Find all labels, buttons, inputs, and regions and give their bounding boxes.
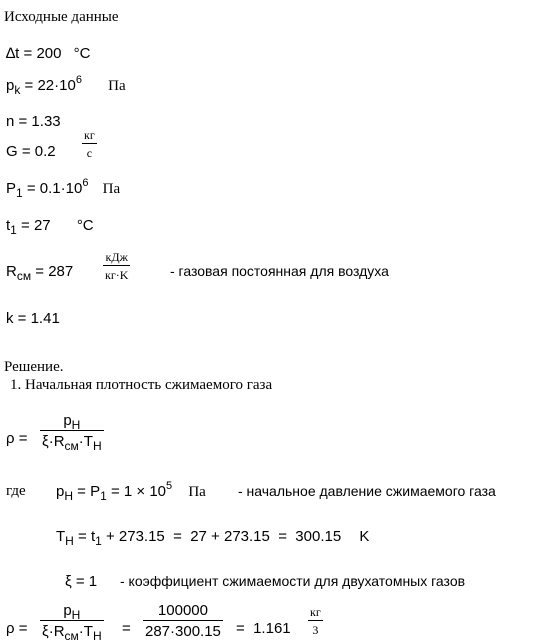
delta-t-value: = 200 xyxy=(19,45,62,62)
rcm-value: = 287 xyxy=(31,263,74,280)
xi-comment: - коэффициент сжимаемости для двухатомных газов xyxy=(120,573,466,589)
th-equation: + 273.15 = 27 + 273.15 = 300.15 xyxy=(101,528,342,545)
delta-t-symbol: ∆t xyxy=(6,45,20,62)
rho-calc-result: = 1.161 xyxy=(236,620,291,637)
rho-calc-lhs: ρ = xyxy=(6,620,28,637)
rho-calc-symbolic-fraction xyxy=(40,602,104,643)
p1-subscript: 1 xyxy=(16,186,23,200)
n-line: n = 1.33 xyxy=(6,113,61,130)
fraction-bar xyxy=(143,620,223,621)
solution-label: Решение. xyxy=(4,359,64,375)
ph-equation: = P xyxy=(73,483,101,500)
t1-unit: °C xyxy=(76,217,94,234)
rho-den-part: ·T xyxy=(78,433,93,450)
fraction-bar xyxy=(103,265,130,266)
rho-calc-num-subscript: H xyxy=(71,608,81,622)
rho-calc-unit-denominator: 3 xyxy=(312,623,319,637)
rho-calc-num-symbol: p xyxy=(63,602,72,619)
pk-symbol: p xyxy=(6,77,15,94)
rcm-subscript: см xyxy=(16,269,32,283)
t1-subscript: 1 xyxy=(10,223,17,237)
pk-exponent: 6 xyxy=(75,74,82,86)
pk-unit: Па xyxy=(108,78,126,94)
g-unit-numerator: кг xyxy=(84,128,95,142)
rcm-unit-numerator: кДж xyxy=(105,250,128,264)
rho-num-subscript: H xyxy=(71,418,81,432)
rho-calc-den-subscript: H xyxy=(92,629,102,643)
ph-exponent: 5 xyxy=(166,480,173,492)
g-line: G = 0.2 xyxy=(6,143,56,160)
ph-comment: - начальное давление сжимаемого газа xyxy=(238,483,496,499)
rho-den-part: ξ·R xyxy=(42,433,65,450)
p1-unit: Па xyxy=(102,181,121,197)
rho-calc-den-part: ξ·R xyxy=(42,623,65,640)
fraction-bar xyxy=(308,620,323,621)
rho-den-subscript: см xyxy=(64,439,79,453)
rho-calc-unit-numerator: кг xyxy=(310,605,321,619)
rho-numerator xyxy=(40,412,104,432)
pk-subscript: k xyxy=(14,83,21,97)
rcm-unit-fraction xyxy=(103,251,130,281)
ph-equation: = 1 × 10 xyxy=(106,483,167,500)
g-unit-fraction xyxy=(82,129,97,159)
ph-unit: Па xyxy=(188,484,206,500)
delta-t-unit: °C xyxy=(73,45,91,62)
pk-line xyxy=(6,74,126,97)
k-line: k = 1.41 xyxy=(6,310,60,327)
p1-exponent: 6 xyxy=(82,177,89,189)
p1-symbol: P xyxy=(6,180,17,197)
rcm-line xyxy=(6,263,74,283)
th-line xyxy=(56,528,370,548)
rho-num-symbol: p xyxy=(63,412,72,429)
pk-value: = 22·10 xyxy=(20,77,76,94)
rho-calc-equals: = xyxy=(122,620,131,637)
xi-line: ξ = 1 xyxy=(65,573,98,590)
rho-calc-unit-fraction xyxy=(308,606,323,636)
th-equation-subscript: 1 xyxy=(95,534,102,548)
t1-value: = 27 xyxy=(16,217,51,234)
rho-calc-numeric-denominator: 287·300.15 xyxy=(145,623,221,640)
rho-den-subscript: H xyxy=(92,439,102,453)
rho-lhs: ρ = xyxy=(6,430,28,447)
fraction-bar xyxy=(82,143,97,144)
th-unit: K xyxy=(359,528,370,545)
delta-t-line xyxy=(6,46,91,61)
rho-calc-den-part: ·T xyxy=(78,623,93,640)
step1-title: 1. Начальная плотность сжимаемого газа xyxy=(10,377,273,393)
rho-calc-denominator xyxy=(40,623,104,643)
rho-calc-numeric-fraction xyxy=(143,603,223,639)
where-label: где xyxy=(6,483,26,499)
p1-line xyxy=(6,177,121,200)
rho-fraction xyxy=(40,412,104,453)
ph-subscript: H xyxy=(64,489,74,503)
rho-calc-den-subscript: см xyxy=(64,629,79,643)
t1-line xyxy=(6,217,94,237)
rho-denominator xyxy=(40,433,104,453)
ph-equation-subscript: 1 xyxy=(100,489,107,503)
ph-line xyxy=(56,480,206,503)
rho-calc-numeric-numerator: 100000 xyxy=(157,602,208,619)
rcm-comment: - газовая постоянная для воздуха xyxy=(170,263,389,279)
th-symbol: T xyxy=(56,528,66,545)
rcm-unit-denominator: кг·K xyxy=(105,268,129,282)
rcm-symbol: R xyxy=(6,263,17,280)
ph-symbol: p xyxy=(56,483,65,500)
section-heading: Исходные данные xyxy=(4,9,119,25)
p1-value: = 0.1·10 xyxy=(22,180,83,197)
rho-calc-numerator xyxy=(40,602,104,622)
t1-symbol: t xyxy=(6,217,11,234)
g-unit-denominator: с xyxy=(86,146,93,160)
th-equation: = t xyxy=(73,528,96,545)
th-subscript: H xyxy=(65,534,74,548)
